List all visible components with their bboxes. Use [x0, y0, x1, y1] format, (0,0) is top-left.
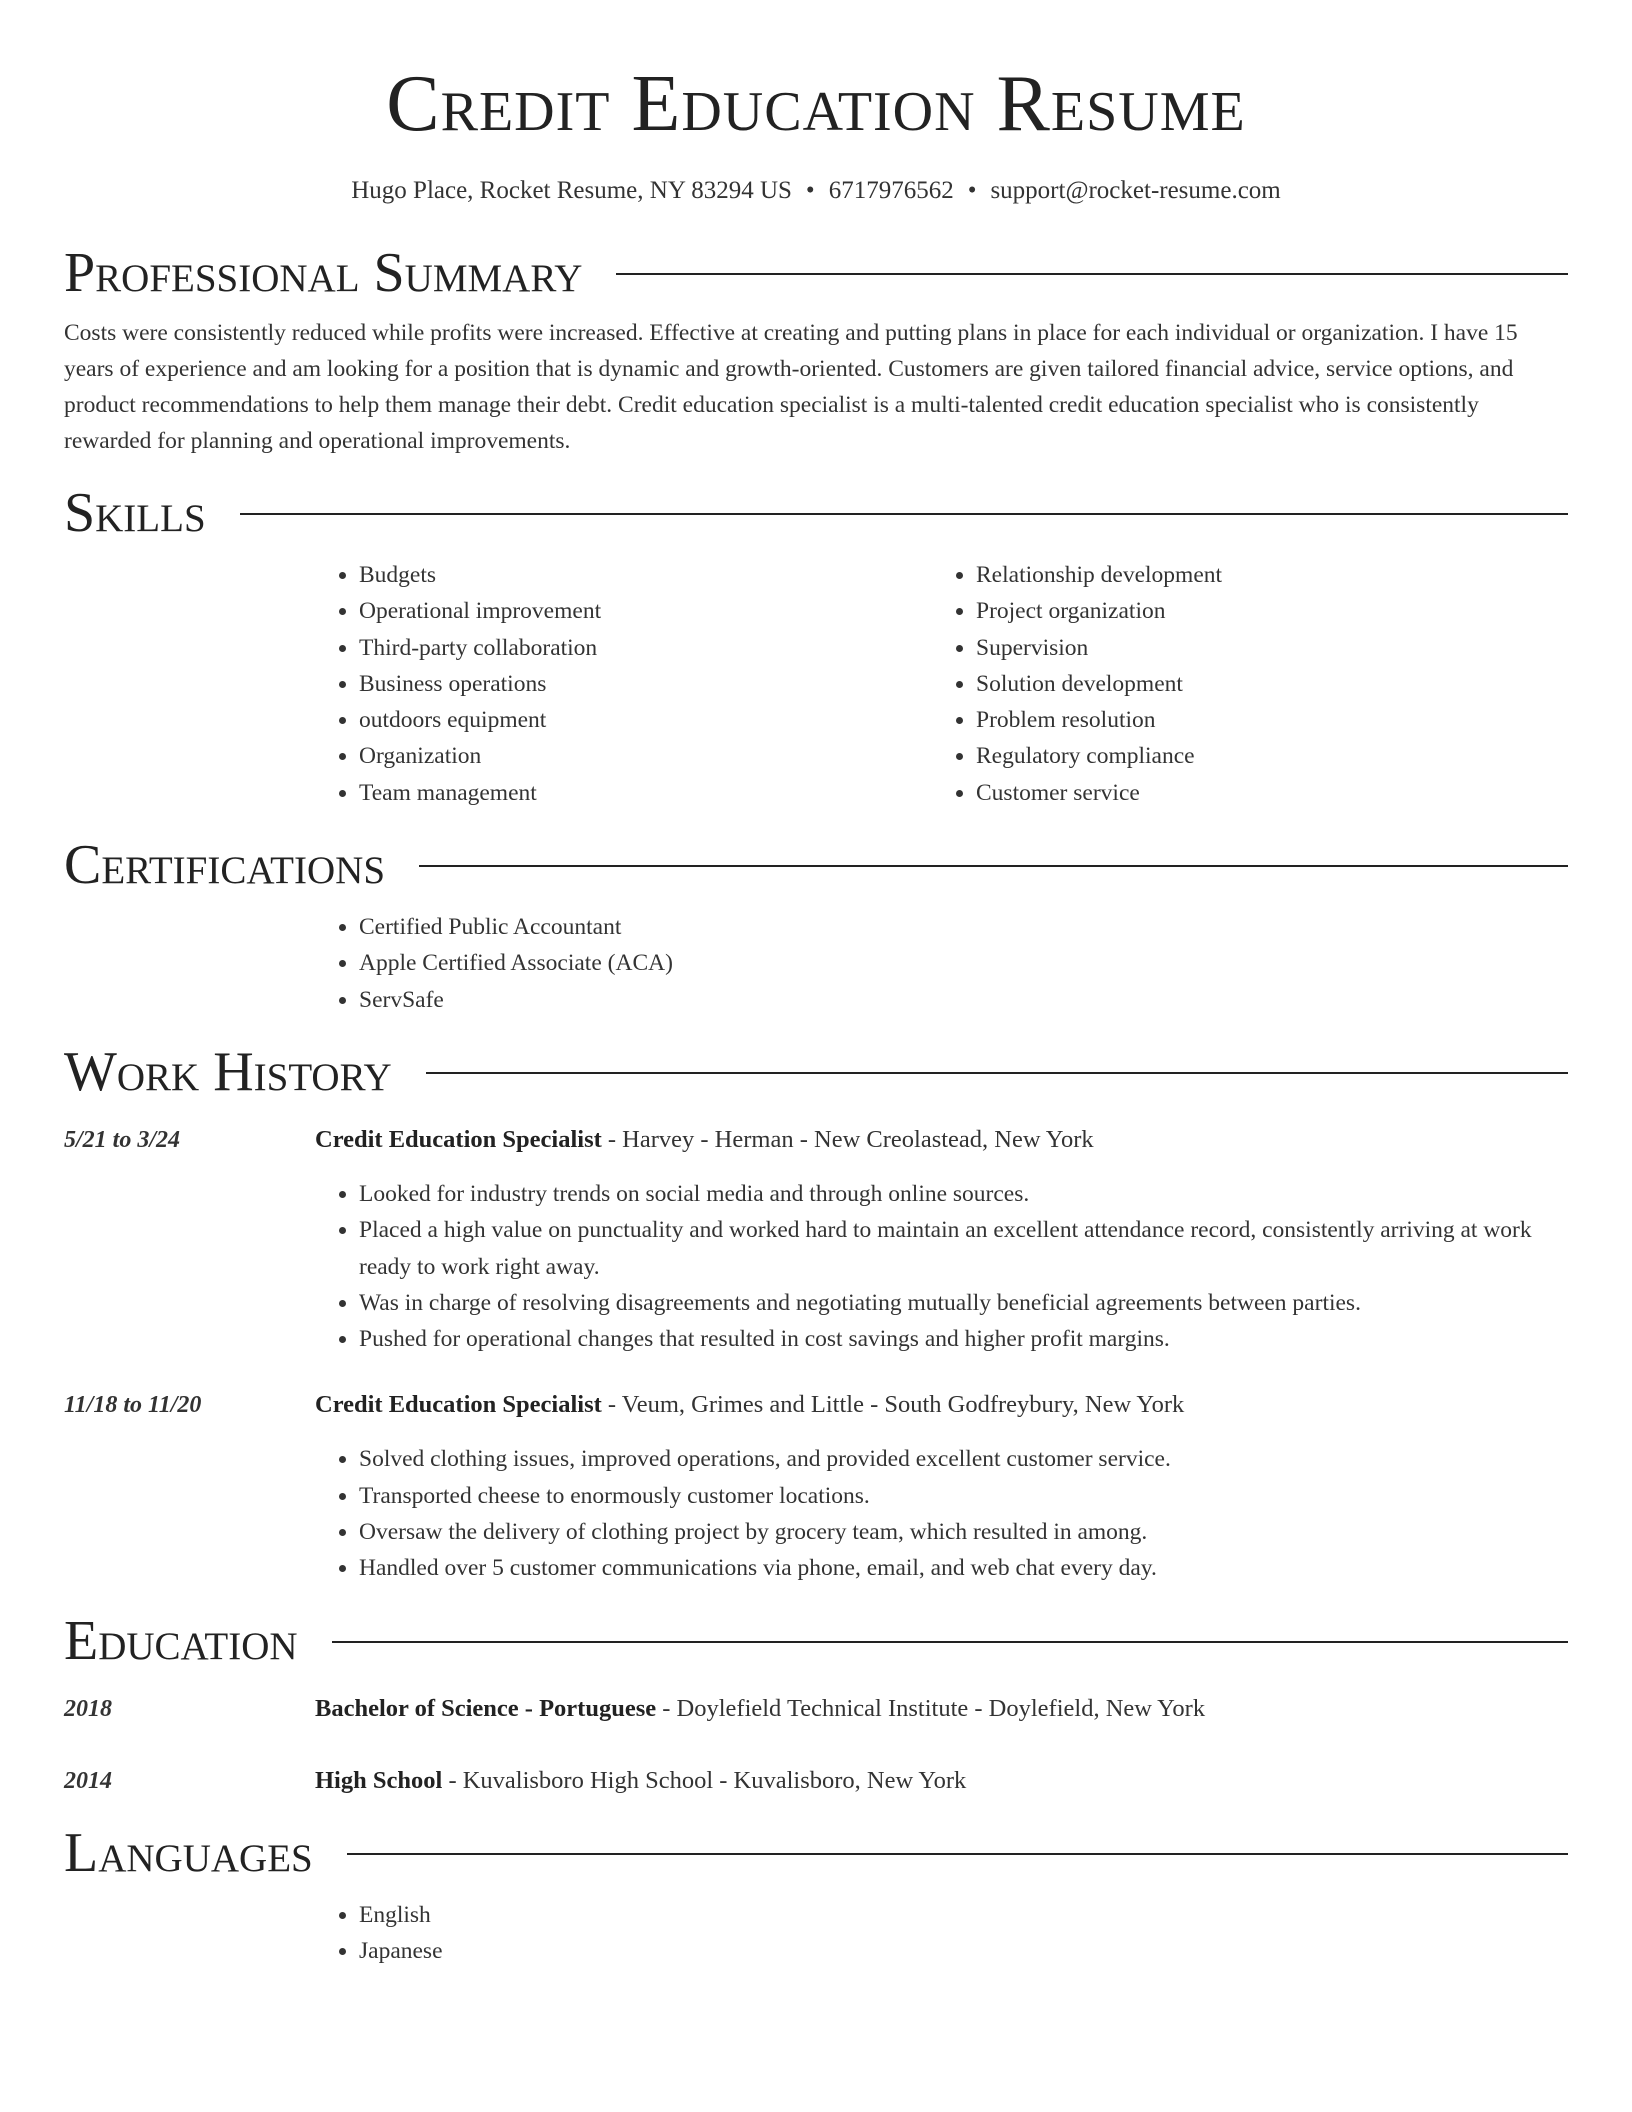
section-divider [616, 273, 1568, 275]
skill-item: • Customer service [976, 775, 1549, 811]
education-year: 2018 [64, 1695, 112, 1722]
skill-item: • Relationship development [976, 557, 1549, 593]
contact-separator: • [967, 177, 977, 204]
education-school: - Doylefield Technical Institute - Doylefield, New York [656, 1694, 1206, 1722]
skills-section-header [64, 483, 1568, 543]
job-bullet: • Placed a high value on punctuality and worked hard to maintain an excellent attendance record, consistently arriving at work ready to work right away. [359, 1212, 1568, 1285]
education-year: 2014 [64, 1767, 112, 1794]
job-entry [64, 1122, 1568, 1357]
skills-column-left [315, 557, 932, 811]
certifications-list [315, 909, 1568, 1018]
languages-list [315, 1897, 1568, 1970]
job-heading [315, 1122, 1568, 1158]
education-degree: High School [315, 1766, 443, 1794]
job-dates: 11/18 to 11/20 [64, 1392, 202, 1419]
section-divider [426, 1072, 1568, 1074]
education-heading-line [315, 1691, 1568, 1727]
job-employer: - Harvey - Herman - New Creolastead, New York [601, 1125, 1094, 1153]
certification-item: • Certified Public Accountant [359, 909, 1568, 945]
section-divider [240, 513, 1568, 515]
education-degree: Bachelor of Science - Portuguese [315, 1694, 657, 1722]
skill-item: • Organization [359, 738, 932, 774]
skill-item: • Solution development [976, 666, 1549, 702]
skill-item: • Budgets [359, 557, 932, 593]
contact-separator: • [805, 177, 815, 204]
education-school: - Kuvalisboro High School - Kuvalisboro, New York [442, 1766, 967, 1794]
language-item: • English [359, 1897, 1568, 1933]
work-heading: Work History [64, 1040, 392, 1103]
section-divider [347, 1853, 1568, 1855]
job-bullet: • Looked for industry trends on social media and through online sources. [359, 1176, 1568, 1212]
skills-heading: Skills [64, 482, 206, 544]
certifications-section-header [64, 835, 1568, 895]
education-section-header [64, 1611, 1568, 1671]
job-bullet: • Handled over 5 customer communications via phone, email, and web chat every day. [359, 1550, 1568, 1586]
skill-item: • Operational improvement [359, 593, 932, 629]
skill-item: • outdoors equipment [359, 702, 932, 738]
job-title: Credit Education Specialist [315, 1125, 602, 1153]
job-heading [315, 1387, 1568, 1423]
job-employer: - Veum, Grimes and Little - South Godfreybury, New York [601, 1391, 1185, 1419]
summary-heading: Professional Summary [64, 242, 583, 304]
summary-section-header [64, 243, 1568, 303]
job-bullet: • Was in charge of resolving disagreements and negotiating mutually beneficial agreements between parties. [359, 1285, 1568, 1321]
summary-text: Costs were consistently reduced while profits were increased. Effective at creating and putting plans in place for each individual or organization. I have 15 years of experience and am looking for a position that is dynamic and growth-oriented. Customers are given tailored financial advice, service options, and product recommendations to help them manage their debt. Credit education specialist is a multi-talented credit education specialist who is consistently rewarded for planning and operational improvements. [64, 320, 1518, 454]
skill-item: • Project organization [976, 593, 1549, 629]
resume-page [64, 0, 1568, 1969]
certification-item: • ServSafe [359, 982, 1568, 1018]
job-entry [64, 1387, 1568, 1586]
section-divider [332, 1641, 1568, 1643]
job-bullet: • Solved clothing issues, improved operations, and provided excellent customer service. [359, 1441, 1568, 1477]
certification-item: • Apple Certified Associate (ACA) [359, 945, 1568, 981]
contact-address: Hugo Place, Rocket Resume, NY 83294 US [351, 177, 792, 204]
job-title: Credit Education Specialist [315, 1391, 602, 1419]
skill-item: • Third-party collaboration [359, 630, 932, 666]
section-divider [419, 865, 1568, 867]
work-section-header [64, 1042, 1568, 1102]
job-bullet: • Pushed for operational changes that resulted in cost savings and higher profit margins. [359, 1321, 1568, 1357]
job-dates: 5/21 to 3/24 [64, 1126, 181, 1153]
skills-column-right [932, 557, 1549, 811]
skill-item: • Business operations [359, 666, 932, 702]
job-bullets [315, 1176, 1568, 1357]
contact-email: support@rocket-resume.com [990, 177, 1281, 204]
skill-item: • Supervision [976, 630, 1549, 666]
job-bullets [315, 1441, 1568, 1586]
languages-section-header [64, 1823, 1568, 1883]
job-bullet: • Oversaw the delivery of clothing project by grocery team, which resulted in among. [359, 1514, 1568, 1550]
education-entry [64, 1691, 1568, 1727]
job-bullet: • Transported cheese to enormously customer locations. [359, 1478, 1568, 1514]
skill-item: • Regulatory compliance [976, 738, 1549, 774]
language-item: • Japanese [359, 1933, 1568, 1969]
certifications-heading: Certifications [64, 834, 386, 897]
skill-item: • Team management [359, 775, 932, 811]
skills-list [315, 557, 1568, 811]
education-entry [64, 1763, 1568, 1799]
education-heading-line [315, 1763, 1568, 1799]
contact-line [64, 176, 1568, 206]
contact-phone: 6717976562 [828, 177, 954, 204]
education-heading: Education [64, 1609, 298, 1672]
languages-heading: Languages [64, 1821, 313, 1884]
resume-title: Credit Education Resume [386, 60, 1246, 148]
skill-item: • Problem resolution [976, 702, 1549, 738]
